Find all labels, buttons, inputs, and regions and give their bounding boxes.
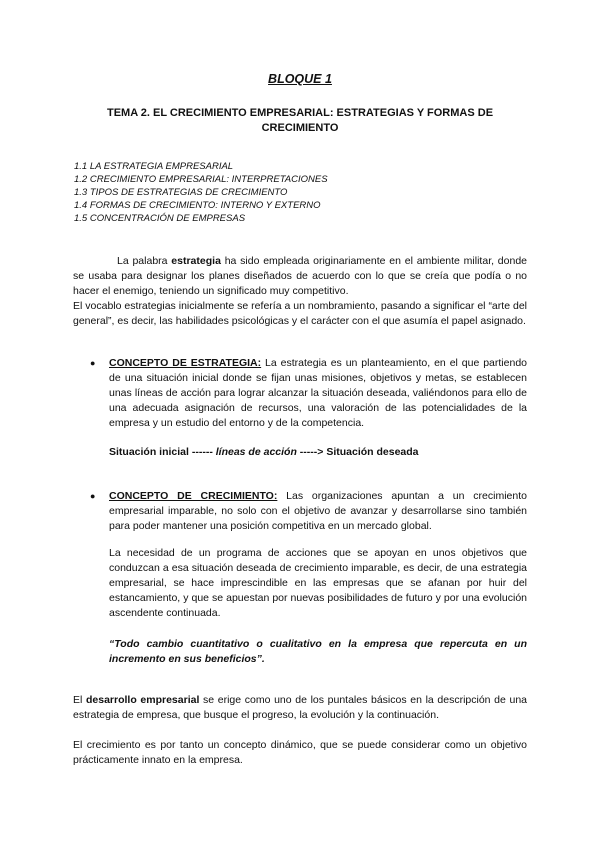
toc-item: 1.1 LA ESTRATEGIA EMPRESARIAL — [74, 161, 234, 172]
crecimiento-paragraph-2: La necesidad de un programa de acciones que se apoyan en unos objetivos que conduzcan a esa situación deseada de crecimiento imparable, es decir, de una estrategia empresarial, se hace imprescindible en las empresas que se afanan por huir del estancamiento, y que se apuestan por nuevas posibilidades de futuro y por una evolución ascendente continuada. — [109, 547, 527, 619]
intro-paragraph-2: El vocablo estrategias inicialmente se refería a un nombramiento, pasando a significar el “arte del general”, es decir, las habilidades psicológicas y el carácter con el que asumía el papel asignado. — [73, 300, 527, 327]
toc-item: 1.3 TIPOS DE ESTRATEGIAS DE CRECIMIENTO — [74, 187, 288, 198]
crecimiento-quote: “Todo cambio cuantitativo o cualitativo en la empresa que repercuta en un incremento en sus beneficios”. — [109, 638, 527, 665]
table-of-contents — [74, 160, 328, 225]
bullet-icon: ● — [90, 491, 96, 501]
bloque-title: BLOQUE 1 — [268, 72, 332, 86]
bullet-icon: ● — [90, 358, 96, 368]
closing-paragraph-2: El crecimiento es por tanto un concepto dinámico, que se puede considerar como un objetivo prácticamente innato en la empresa. — [73, 739, 527, 766]
toc-item: 1.5 CONCENTRACIÓN DE EMPRESAS — [74, 213, 246, 224]
concepto-estrategia-label: CONCEPTO DE ESTRATEGIA: — [109, 357, 262, 369]
concepto-crecimiento-paragraph: CONCEPTO DE CRECIMIENTO: Las organizaciones apuntan a un crecimiento empresarial imparable, no solo con el objetivo de avanzar y desarrollarse sino también para poder mantener una posición competitiva en un mercado global. — [109, 490, 527, 532]
toc-item: 1.2 CRECIMIENTO EMPRESARIAL: INTERPRETACIONES — [74, 174, 328, 185]
term-desarrollo-empresarial: desarrollo empresarial — [86, 694, 200, 706]
concepto-crecimiento-label: CONCEPTO DE CRECIMIENTO: — [109, 490, 278, 502]
term-estrategia: estrategia — [171, 255, 221, 267]
concepto-estrategia-paragraph: CONCEPTO DE ESTRATEGIA: La estrategia es un planteamiento, en el que partiendo de una situación inicial donde se fijan unas misiones, objetivos y metas, se establecen unas líneas de acción para lograr alcanzar la situación deseada, valiéndonos para ello de una adecuada asignación de recursos, una valoración de las potencialidades de la empresa y un estudio del entorno y de la competencia. — [109, 357, 528, 429]
intro-paragraph-1: La palabra estrategia ha sido empleada originariamente en el ambiente militar, donde se usaba para designar los planes diseñados de acuerdo con lo que se creía que podía o no hacer el enemigo, teniendo un significado muy competitivo. — [73, 255, 528, 297]
strategy-flow: Situación inicial ------ líneas de acción -----> Situación deseada — [109, 446, 419, 458]
tema-title: TEMA 2. EL CRECIMIENTO EMPRESARIAL: ESTRATEGIAS Y FORMAS DE CRECIMIENTO — [106, 107, 494, 134]
toc-item: 1.4 FORMAS DE CRECIMIENTO: INTERNO Y EXTERNO — [74, 200, 321, 211]
closing-paragraph-1: El desarrollo empresarial se erige como uno de los puntales básicos en la descripción de una estrategia de empresa, que busque el progreso, la evolución y la continuación. — [73, 694, 527, 721]
